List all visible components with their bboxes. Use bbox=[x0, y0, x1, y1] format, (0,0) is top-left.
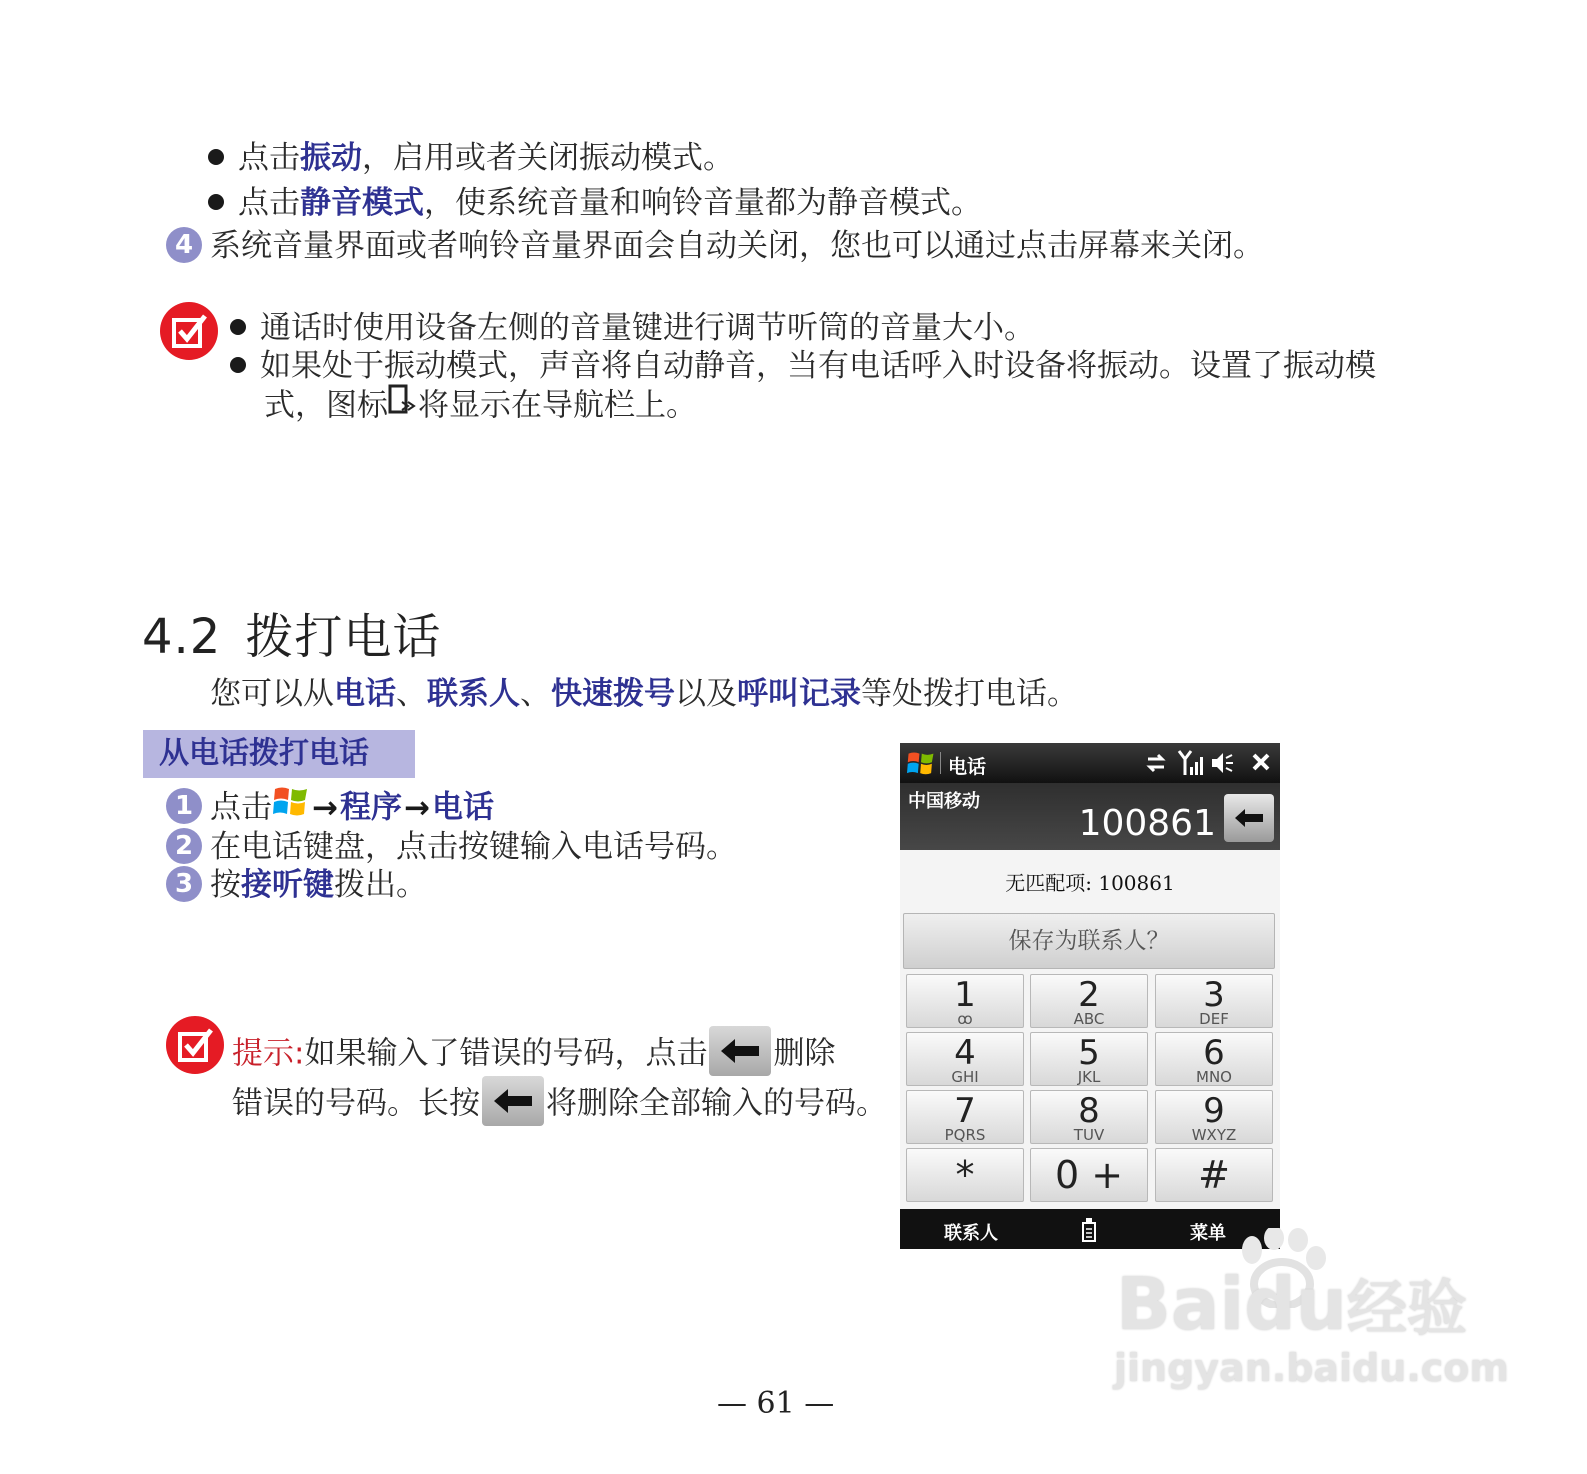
key-4[interactable]: 4 GHI bbox=[906, 1032, 1024, 1086]
checkmark-note-icon bbox=[160, 302, 218, 360]
save-contact-button[interactable]: 保存为联系人？ bbox=[903, 913, 1275, 969]
softkey-contacts[interactable]: 联系人 bbox=[944, 1223, 998, 1244]
vibrate-icon bbox=[388, 382, 418, 426]
tip-line-1: 提示:如果输入了错误的号码，点击 删除 bbox=[232, 1030, 835, 1080]
voicemail-icon: ꝏ bbox=[957, 1010, 973, 1028]
key-6[interactable]: 6 MNO bbox=[1155, 1032, 1273, 1086]
watermark-url: jingyan.baidu.com bbox=[1114, 1346, 1509, 1390]
back-arrow-icon bbox=[482, 1076, 544, 1126]
intro-text: 您可以从电话、联系人、快速拨号以及呼叫记录等处拨打电话。 bbox=[210, 676, 1078, 712]
step-4: 4 系统音量界面或者响铃音量界面会自动关闭，您也可以通过点击屏幕来关闭。 bbox=[166, 226, 1264, 266]
watermark-brand: Baidu经验 bbox=[1116, 1262, 1467, 1346]
dialed-number: 100861 bbox=[1078, 803, 1216, 844]
key-3[interactable]: 3 DEF bbox=[1155, 974, 1273, 1028]
step-badge: 1 bbox=[166, 788, 202, 824]
key-9[interactable]: 9 WXYZ bbox=[1155, 1090, 1273, 1144]
key-0[interactable]: 0 + bbox=[1030, 1148, 1148, 1202]
windows-start-icon bbox=[272, 783, 310, 829]
key-5[interactable]: 5 JKL bbox=[1030, 1032, 1148, 1086]
step-3: 3 按接听键拨出。 bbox=[166, 865, 427, 905]
checkmark-tip-icon bbox=[166, 1016, 224, 1074]
page-number: — 61 — bbox=[717, 1386, 835, 1421]
phone-app-title: 电话 bbox=[948, 756, 987, 778]
phone-screen bbox=[900, 743, 1280, 1249]
note-line-2: 如果处于振动模式，声音将自动静音，当有电话呼入时设备将振动。设置了振动模 bbox=[230, 346, 1376, 386]
signal-icon bbox=[1177, 749, 1203, 782]
key-7[interactable]: 7 PQRS bbox=[906, 1090, 1024, 1144]
volume-muted-icon bbox=[1209, 750, 1235, 781]
key-2[interactable]: 2 ABC bbox=[1030, 974, 1148, 1028]
bullet-silent: 点击静音模式，使系统音量和响铃音量都为静音模式。 bbox=[208, 183, 982, 223]
bullet-vibrate: 点击振动，启用或者关闭振动模式。 bbox=[208, 138, 734, 178]
step-badge: 4 bbox=[166, 227, 202, 263]
bullet-dot bbox=[208, 149, 224, 165]
close-icon[interactable] bbox=[1250, 751, 1272, 778]
subheading: 从电话拨打电话 bbox=[143, 730, 415, 778]
section-heading: 4.2 拨打电话 bbox=[142, 609, 442, 665]
back-arrow-icon bbox=[709, 1026, 771, 1076]
phone-title-bar bbox=[900, 743, 1280, 783]
key-8[interactable]: 8 TUV bbox=[1030, 1090, 1148, 1144]
windows-icon[interactable] bbox=[905, 749, 937, 782]
note-line-3: 式，图标 将显示在导航栏上。 bbox=[264, 385, 697, 429]
step-badge: 3 bbox=[166, 866, 202, 902]
backspace-button[interactable] bbox=[1224, 794, 1274, 842]
tip-line-2: 错误的号码。长按 将删除全部输入的号码。 bbox=[232, 1080, 887, 1130]
phone-softkey-bar bbox=[900, 1209, 1280, 1249]
step-2: 2 在电话键盘，点击按键输入电话号码。 bbox=[166, 827, 737, 867]
phone-icon[interactable] bbox=[1080, 1217, 1098, 1248]
carrier-label: 中国移动 bbox=[908, 791, 980, 812]
phone-dial-header bbox=[900, 783, 1280, 850]
key-hash[interactable]: # bbox=[1155, 1148, 1273, 1202]
bullet-dot bbox=[208, 194, 224, 210]
back-arrow-icon bbox=[1231, 803, 1267, 833]
key-star[interactable]: * bbox=[906, 1148, 1024, 1202]
step-badge: 2 bbox=[166, 828, 202, 864]
bullet-dot bbox=[230, 319, 246, 335]
no-match-text: 无匹配项: 100861 bbox=[1005, 871, 1175, 895]
softkey-menu[interactable]: 菜单 bbox=[1190, 1223, 1226, 1244]
divider bbox=[940, 752, 941, 774]
note-line-1: 通话时使用设备左侧的音量键进行调节听筒的音量大小。 bbox=[230, 308, 1035, 348]
step-1: 1 点击 →程序→电话 bbox=[166, 786, 494, 832]
key-1[interactable]: 1 ꝏ bbox=[906, 974, 1024, 1028]
bullet-dot bbox=[230, 357, 246, 373]
sync-icon bbox=[1144, 751, 1168, 780]
